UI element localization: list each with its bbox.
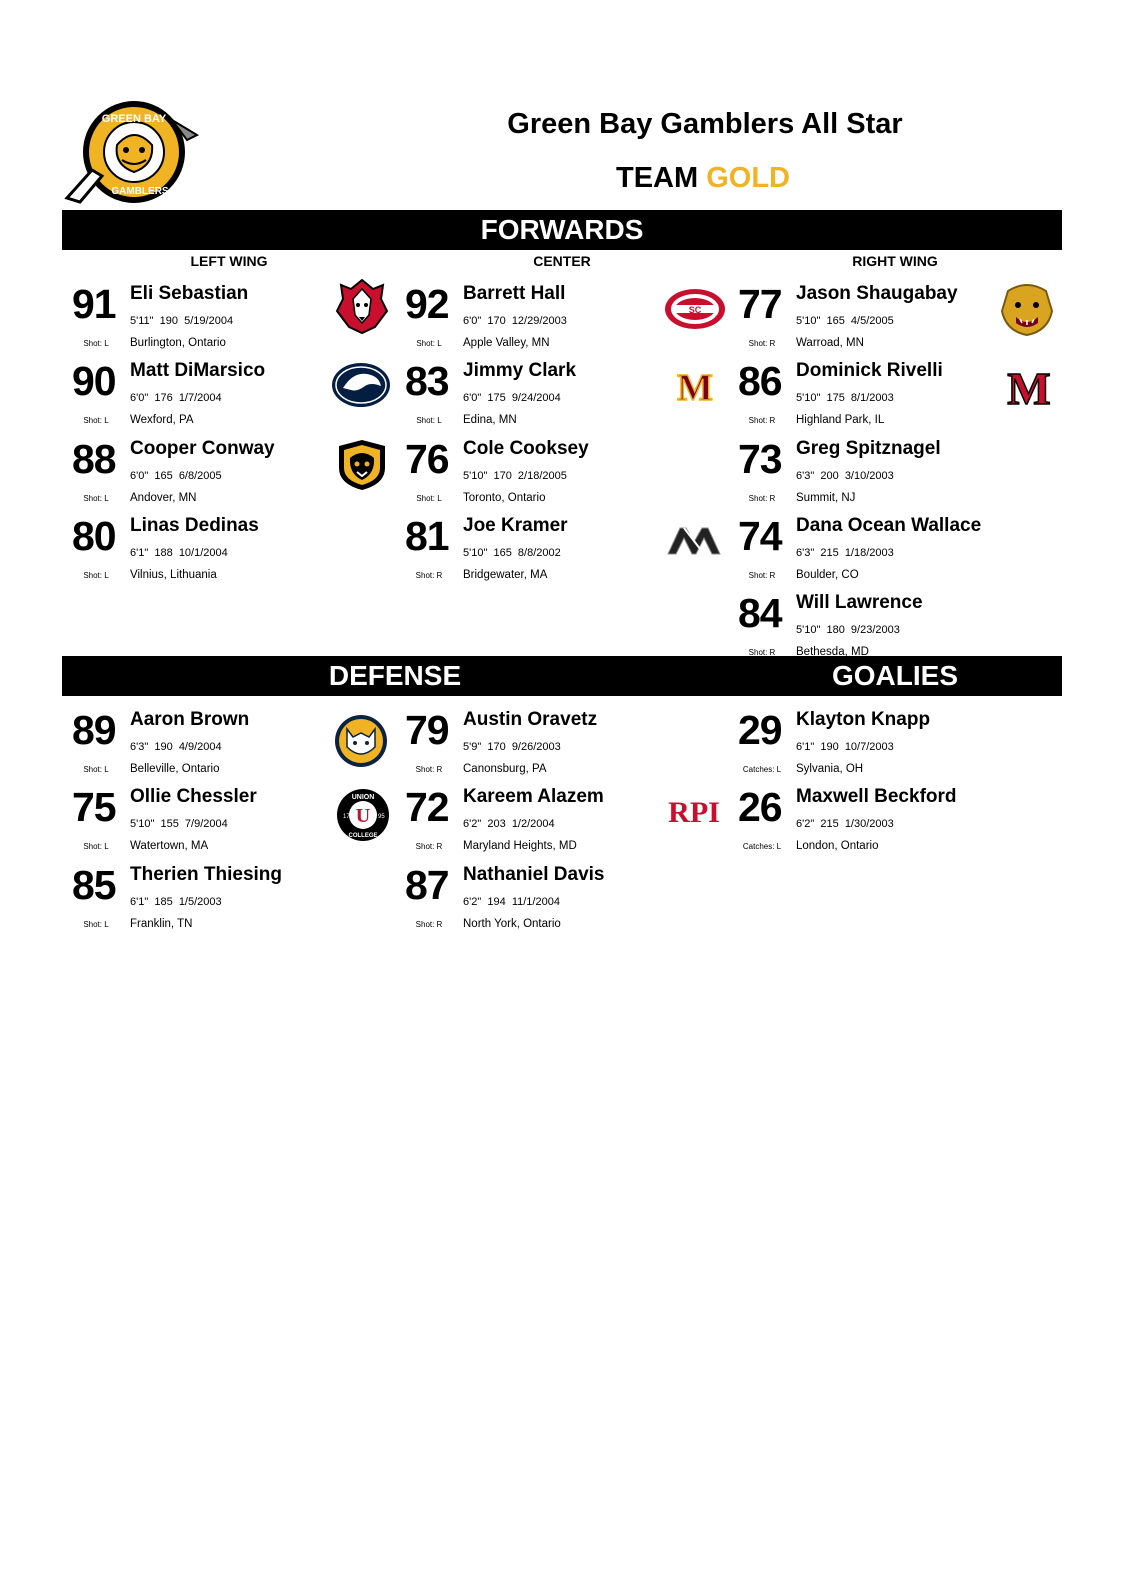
shot-hand: Shot: R bbox=[415, 842, 443, 852]
player-stats: 6'1" 190 10/7/2003 bbox=[796, 741, 894, 753]
player-name: Matt DiMarsico bbox=[130, 360, 266, 382]
hometown: Apple Valley, MN bbox=[463, 337, 550, 349]
army-logo bbox=[666, 524, 722, 558]
jersey-number: 77 bbox=[738, 281, 782, 327]
shot-hand: Shot: L bbox=[83, 765, 109, 774]
shot-hand: Shot: R bbox=[748, 570, 776, 580]
shot-hand: Shot: R bbox=[415, 765, 443, 774]
hometown: Edina, MN bbox=[463, 414, 517, 427]
svg-text:RPI: RPI bbox=[668, 796, 720, 829]
player-stats: 6'0" 175 9/24/2004 bbox=[463, 392, 561, 405]
team-name bbox=[0, 162, 1138, 195]
jersey-number: 87 bbox=[405, 861, 449, 908]
hometown: Sylvania, OH bbox=[796, 763, 864, 775]
svg-text:U: U bbox=[355, 805, 371, 827]
jersey-number: 85 bbox=[72, 861, 116, 908]
player-stats: 5'10" 155 7/9/2004 bbox=[130, 818, 228, 831]
player-stats: 6'1" 185 1/5/2003 bbox=[130, 895, 222, 908]
jersey-number: 80 bbox=[72, 512, 116, 559]
jersey-number: 26 bbox=[738, 784, 782, 831]
player-name: Joe Kramer bbox=[463, 514, 568, 536]
svg-text:M: M bbox=[677, 368, 713, 404]
shot-hand: Shot: L bbox=[416, 339, 442, 348]
player-name: Aaron Brown bbox=[130, 709, 250, 730]
jersey-number: 76 bbox=[405, 435, 449, 482]
hometown: Andover, MN bbox=[130, 491, 197, 504]
hometown: Watertown, MA bbox=[130, 840, 209, 853]
player-card bbox=[397, 436, 727, 512]
shot-hand: Shot: L bbox=[83, 416, 109, 426]
bulldog-logo bbox=[998, 281, 1056, 337]
shot-hand: Shot: L bbox=[83, 570, 109, 580]
hometown: Burlington, Ontario bbox=[130, 337, 226, 349]
player-stats: 5'9" 170 9/26/2003 bbox=[463, 741, 561, 753]
jersey-number: 92 bbox=[405, 281, 449, 327]
hometown: Bethesda, MD bbox=[796, 646, 869, 659]
shot-hand: Shot: R bbox=[415, 570, 443, 580]
player-stats: 6'0" 170 12/29/2003 bbox=[463, 315, 567, 327]
forwards-bar bbox=[62, 210, 1062, 250]
miami-logo bbox=[1000, 366, 1058, 408]
shot-hand: Shot: L bbox=[83, 842, 109, 852]
player-stats: 5'10" 180 9/23/2003 bbox=[796, 624, 900, 637]
player-stats: 5'11" 190 5/19/2004 bbox=[130, 315, 234, 327]
shot-hand: Shot: R bbox=[748, 339, 776, 348]
jersey-number: 73 bbox=[738, 435, 782, 482]
shot-hand: Shot: L bbox=[83, 919, 109, 929]
player-stats: 6'3" 200 3/10/2003 bbox=[796, 469, 894, 482]
player-card bbox=[64, 513, 394, 589]
team-color-word: GOLD bbox=[706, 162, 790, 194]
hometown: Warroad, MN bbox=[796, 337, 864, 349]
player-name: Kareem Alazem bbox=[463, 786, 604, 808]
player-name: Austin Oravetz bbox=[463, 709, 598, 730]
left-wing-header: LEFT WING bbox=[190, 253, 268, 269]
player-card bbox=[64, 862, 394, 938]
player-stats: 6'0" 165 6/8/2005 bbox=[130, 469, 222, 482]
player-name: Nathaniel Davis bbox=[463, 863, 605, 885]
player-card bbox=[730, 436, 1060, 512]
hometown: Summit, NJ bbox=[796, 491, 856, 504]
page-title: Green Bay Gamblers All Star bbox=[507, 108, 903, 140]
union-logo bbox=[336, 788, 390, 842]
player-name: Barrett Hall bbox=[463, 283, 566, 304]
jersey-number: 88 bbox=[72, 435, 116, 482]
hometown: Wexford, PA bbox=[130, 414, 194, 427]
player-stats: 6'2" 203 1/2/2004 bbox=[463, 818, 555, 831]
jersey-number: 79 bbox=[405, 707, 449, 753]
player-name: Jimmy Clark bbox=[463, 360, 577, 382]
jersey-number: 90 bbox=[72, 358, 116, 405]
shot-hand: Shot: L bbox=[83, 339, 109, 348]
player-stats: 5'10" 165 4/5/2005 bbox=[796, 315, 894, 327]
player-stats: 5'10" 165 8/8/2002 bbox=[463, 546, 561, 559]
jersey-number: 29 bbox=[738, 707, 782, 753]
svg-text:95: 95 bbox=[378, 814, 385, 820]
minnesota-logo bbox=[666, 368, 724, 404]
player-card bbox=[730, 784, 1060, 860]
hometown: Canonsburg, PA bbox=[463, 763, 547, 775]
svg-text:UNION: UNION bbox=[351, 794, 375, 801]
player-name: Will Lawrence bbox=[796, 592, 923, 614]
huskies-logo bbox=[333, 277, 391, 335]
tigers-logo bbox=[335, 438, 389, 492]
hometown: Maryland Heights, MD bbox=[463, 840, 577, 853]
player-stats: 6'3" 215 1/18/2003 bbox=[796, 546, 894, 559]
jersey-number: 86 bbox=[738, 358, 782, 405]
shot-hand: Shot: L bbox=[83, 493, 109, 503]
jersey-number: 74 bbox=[738, 512, 782, 559]
player-name: Dana Ocean Wallace bbox=[796, 514, 982, 536]
player-name: Ollie Chessler bbox=[130, 786, 257, 808]
player-card bbox=[730, 513, 1060, 589]
svg-text:SC: SC bbox=[688, 305, 702, 315]
shot-hand: Shot: R bbox=[748, 416, 776, 426]
jersey-number: 81 bbox=[405, 512, 449, 559]
hometown: Belleville, Ontario bbox=[130, 763, 220, 775]
goalies-heading: GOALIES bbox=[831, 660, 959, 691]
hometown: Boulder, CO bbox=[796, 568, 859, 581]
hometown: Franklin, TN bbox=[130, 917, 193, 930]
shot-hand: Catches: L bbox=[742, 842, 782, 852]
shot-hand: Catches: L bbox=[742, 765, 782, 774]
shot-hand: Shot: R bbox=[748, 648, 776, 658]
player-name: Klayton Knapp bbox=[796, 709, 931, 730]
shot-hand: Shot: L bbox=[416, 416, 442, 426]
jersey-number: 84 bbox=[738, 590, 782, 637]
st-cloud-logo bbox=[664, 287, 726, 331]
player-card bbox=[730, 590, 1060, 666]
center-header: CENTER bbox=[533, 253, 591, 269]
defense-heading: DEFENSE bbox=[328, 660, 462, 691]
jersey-number: 89 bbox=[72, 707, 116, 753]
player-stats: 6'2" 194 11/1/2004 bbox=[463, 895, 560, 908]
player-name: Dominick Rivelli bbox=[796, 360, 943, 382]
svg-text:GREEN BAY: GREEN BAY bbox=[101, 113, 167, 125]
player-card bbox=[397, 707, 727, 783]
right-wing-header: RIGHT WING bbox=[852, 253, 938, 269]
jersey-number: 83 bbox=[405, 358, 449, 405]
jersey-number: 91 bbox=[72, 281, 116, 327]
player-card bbox=[397, 862, 727, 938]
hometown: Highland Park, IL bbox=[796, 414, 885, 427]
player-stats: 6'1" 188 10/1/2004 bbox=[130, 546, 228, 559]
player-stats: 5'10" 170 2/18/2005 bbox=[463, 469, 567, 482]
player-stats: 6'0" 176 1/7/2004 bbox=[130, 392, 222, 405]
svg-text:M: M bbox=[1007, 366, 1051, 408]
player-stats: 6'2" 215 1/30/2003 bbox=[796, 818, 894, 831]
player-name: Therien Thiesing bbox=[130, 863, 283, 885]
shot-hand: Shot: R bbox=[415, 919, 443, 929]
player-name: Greg Spitznagel bbox=[796, 437, 941, 459]
forwards-heading: FORWARDS bbox=[480, 214, 644, 245]
player-stats: 6'3" 190 4/9/2004 bbox=[130, 741, 222, 753]
hometown: London, Ontario bbox=[796, 840, 879, 853]
hometown: North York, Ontario bbox=[463, 917, 561, 930]
player-stats: 5'10" 175 8/1/2003 bbox=[796, 392, 894, 405]
rpi-logo bbox=[665, 788, 723, 838]
penn-state-logo bbox=[331, 360, 391, 410]
shot-hand: Shot: L bbox=[416, 493, 442, 503]
player-name: Linas Dedinas bbox=[130, 514, 259, 536]
jersey-number: 75 bbox=[72, 784, 116, 831]
team-prefix: TEAM bbox=[615, 162, 699, 194]
player-name: Maxwell Beckford bbox=[796, 786, 957, 808]
hometown: Toronto, Ontario bbox=[463, 491, 546, 504]
player-name: Eli Sebastian bbox=[130, 283, 249, 304]
hometown: Bridgewater, MA bbox=[463, 568, 548, 581]
hometown: Vilnius, Lithuania bbox=[130, 568, 217, 581]
svg-text:17: 17 bbox=[343, 814, 350, 820]
shot-hand: Shot: R bbox=[748, 493, 776, 503]
bobcats-logo bbox=[333, 713, 389, 769]
player-card bbox=[730, 707, 1060, 783]
svg-text:GAMBLERS: GAMBLERS bbox=[111, 186, 169, 197]
player-name: Cole Cooksey bbox=[463, 437, 589, 459]
svg-text:COLLEGE: COLLEGE bbox=[348, 833, 378, 839]
player-name: Jason Shaugabay bbox=[796, 283, 958, 304]
player-name: Cooper Conway bbox=[130, 437, 275, 459]
jersey-number: 72 bbox=[405, 784, 449, 831]
